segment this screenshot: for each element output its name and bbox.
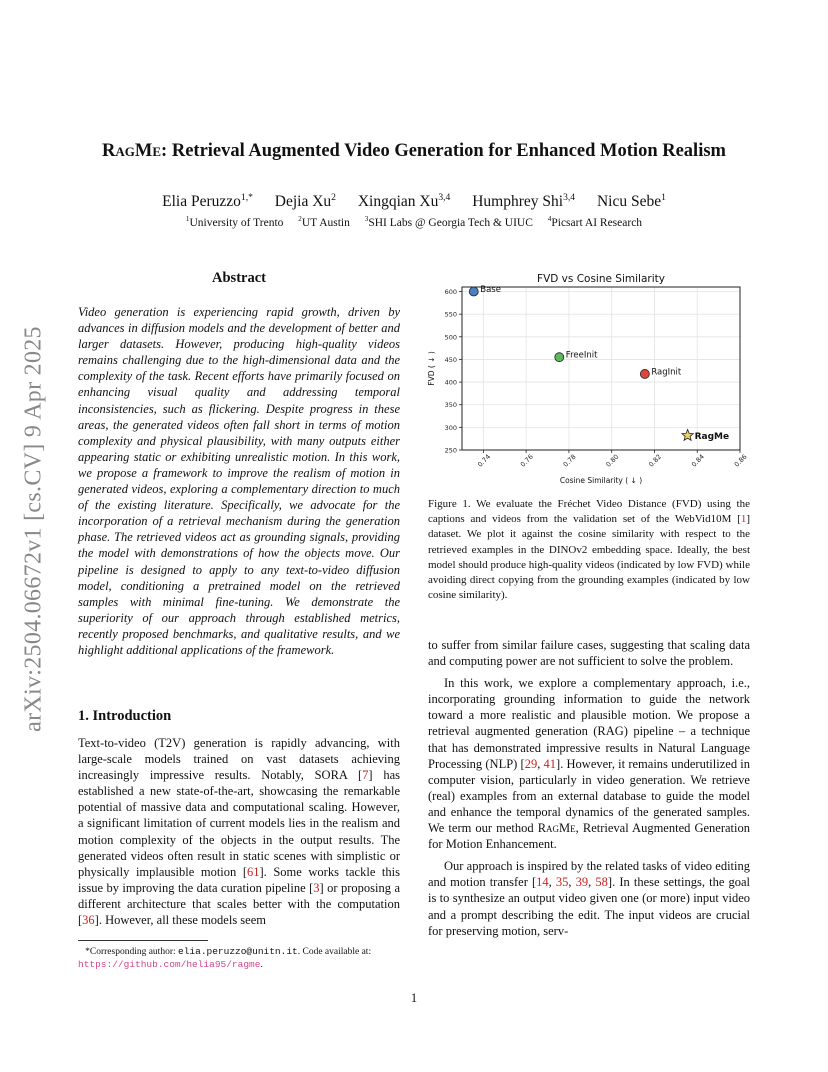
- author: Xingqian Xu$^{3,4}$: [357, 191, 451, 210]
- x-tick-label: 0.82: [647, 452, 664, 469]
- author-list: [0, 193, 828, 211]
- y-tick-label: 450: [444, 355, 457, 364]
- citation-link[interactable]: 35: [555, 875, 569, 890]
- y-tick-label: 250: [444, 446, 457, 455]
- x-tick-label: 0.76: [518, 452, 535, 469]
- affiliation: $^2$UT Austin: [298, 215, 350, 229]
- plot-frame: [462, 287, 740, 450]
- footnote: *Corresponding author: elia.peruzzo@unitn.it. Code available at: https://github.com/helia95/ragme.: [78, 946, 372, 970]
- citation-link[interactable]: 7: [362, 768, 369, 783]
- citation-link[interactable]: 29: [524, 756, 538, 771]
- footnote-rule: [78, 940, 208, 941]
- citation-link[interactable]: 61: [247, 864, 260, 879]
- author: Dejia Xu$^2$: [274, 191, 336, 210]
- title-rest: : Retrieval Augmented Video Generation for Enhanced Motion Realism: [161, 141, 726, 161]
- author: Nicu Sebe$^1$: [596, 191, 666, 210]
- data-point-star: [682, 430, 693, 441]
- affiliation-list: [0, 217, 828, 229]
- x-tick-label: 0.80: [604, 452, 621, 469]
- paragraph: In this work, we explore a complementary approach, i.e., incorporating grounding information to guide the network toward a more realistic and plausible motion. We propose a retrieval augmented generation (RAG) pipeline – a technique that has demonstrated impressive results in Natural Language Processing (NLP) [29, 41]. However, it remains underutilized in computer vision, particularly in video generation. We retrieve (real) examples from an external database to guide the model and enhance the temporal dynamics of the generated samples. We term our method RagMe, Retrieval Augmented Generation for Motion Enhancement.: [428, 676, 750, 852]
- y-tick-label: 400: [444, 378, 457, 387]
- author: Humphrey Shi$^{3,4}$: [472, 191, 576, 210]
- arxiv-sidebar: [20, 306, 48, 752]
- affiliation: $^1$University of Trento: [185, 215, 284, 229]
- citation-link[interactable]: 1: [740, 513, 747, 526]
- citation-link[interactable]: 39: [575, 875, 589, 890]
- abstract-text: Video generation is experiencing rapid growth, driven by advances in diffusion models and the development of better and larger datasets. However, producing high-quality videos remains challenging due to the high-dimensional data and the complexity of the task. Recent efforts have primarily focused on enhancing visual quality and addressing temporal inconsistencies, such as flickering. Despite progress in these areas, the generated videos often fall short in terms of motion complexity and physical plausibility, with many outputs either appearing static or exhibiting unrealistic motion. In this work, we propose a framework to improve the realism of motion in generated videos, exploring a complementary direction to much of the existing literature. Specifically, we advocate for the incorporation of a retrieval mechanism during the generation phase. The retrieved videos act as grounding signals, providing the model with demonstrations of how the objects move. Our pipeline is designed to apply to any text-to-video diffusion model, conditioning a pretrained model on the retrieved samples with minimal fine-tuning. We demonstrate the superiority of our approach through established metrics, recently proposed benchmarks, and qualitative results, and we highlight additional applications of the framework.: [78, 305, 400, 657]
- method-name: RagMe: [102, 141, 162, 161]
- intro-text: Text-to-video (T2V) generation is rapidly advancing, with large-scale models trained on vast datasets achieving increasingly impressive results. Notably, SORA [7] has established a new state-of-the-art, showcasing the remarkable potential of massive data and computational scaling. However, a significant limitation of current models lies in the realism and motion complexity of the objects in the output results. The generated videos often result in static scenes with simplistic or physically implausible motion [61]. Some works tackle this issue by improving the data curation pipeline [3] or proposing a different architecture that scales better with the computation [36]. However, all these models seem: [78, 736, 400, 928]
- citation-link[interactable]: 14: [536, 875, 549, 890]
- paragraph: Our approach is inspired by the related tasks of video editing and motion transfer [14, 35, 39, 58]. In these settings, the goal is to synthesize an output video given one (or more) input video and a prompt describing the edit. The input videos are crucial for preserving motion, serv-: [428, 859, 751, 938]
- y-tick-label: 550: [444, 310, 457, 319]
- data-point: [469, 287, 478, 296]
- y-tick-label: 300: [444, 423, 457, 432]
- code-url-link[interactable]: https://github.com/helia95/ragme: [78, 958, 261, 970]
- abstract-heading: Abstract: [212, 270, 266, 286]
- data-point: [555, 353, 564, 362]
- data-point-label: FreeInit: [565, 350, 598, 361]
- author: Elia Peruzzo$^{1,*}$: [162, 191, 253, 210]
- arxiv-id: arXiv:2504.06672v1 [cs.CV] 9 Apr 2025: [20, 326, 47, 732]
- paragraph: to suffer from similar failure cases, suggesting that scaling data and computing power are not sufficient to solve the problem.: [428, 638, 750, 669]
- x-axis-label: Cosine Similarity ( ↓ ): [559, 476, 643, 485]
- email-link[interactable]: elia.peruzzo@unitn.it: [178, 946, 298, 957]
- y-tick-label: 350: [444, 401, 457, 410]
- x-tick-label: 0.84: [689, 452, 706, 469]
- data-point-label: RagInit: [651, 367, 682, 378]
- citation-link[interactable]: 58: [595, 875, 608, 890]
- citation-link[interactable]: 36: [82, 913, 95, 928]
- data-point-label: Base: [480, 285, 501, 296]
- affiliation: $^3$SHI Labs @ Georgia Tech & UIUC: [364, 215, 533, 229]
- y-tick-label: 600: [444, 288, 457, 297]
- right-column-text: [428, 637, 750, 939]
- y-axis-label: FVD ( ↓ ): [427, 351, 436, 386]
- citation-link[interactable]: 41: [543, 756, 557, 771]
- paper-title: [0, 141, 828, 162]
- citation-link[interactable]: 3: [313, 880, 320, 895]
- fvd-scatter-chart: [420, 268, 750, 490]
- page-number: 1: [410, 991, 418, 1005]
- affiliation: $^4$Picsart AI Research: [547, 215, 643, 229]
- y-tick-label: 500: [444, 333, 457, 342]
- data-point: [640, 369, 649, 378]
- figure-caption: Figure 1. We evaluate the Fréchet Video Distance (FVD) using the captions and videos from the validation set of the WebVid10M [1] dataset. We plot it against the cosine similarity with respect to the retrieved examples in the DINOv2 embedding space. Ideally, the best model should produce high-quality videos (indicated by low FVD) while avoiding direct copying from the grounding examples (indicated by low cosine similarity).: [428, 498, 750, 602]
- intro-heading: 1. Introduction: [78, 708, 172, 724]
- x-tick-label: 0.78: [561, 452, 578, 469]
- x-tick-label: 0.86: [732, 452, 749, 469]
- x-tick-label: 0.74: [476, 452, 493, 469]
- chart-title: FVD vs Cosine Similarity: [537, 273, 665, 285]
- data-point-label: RagMe: [694, 432, 730, 443]
